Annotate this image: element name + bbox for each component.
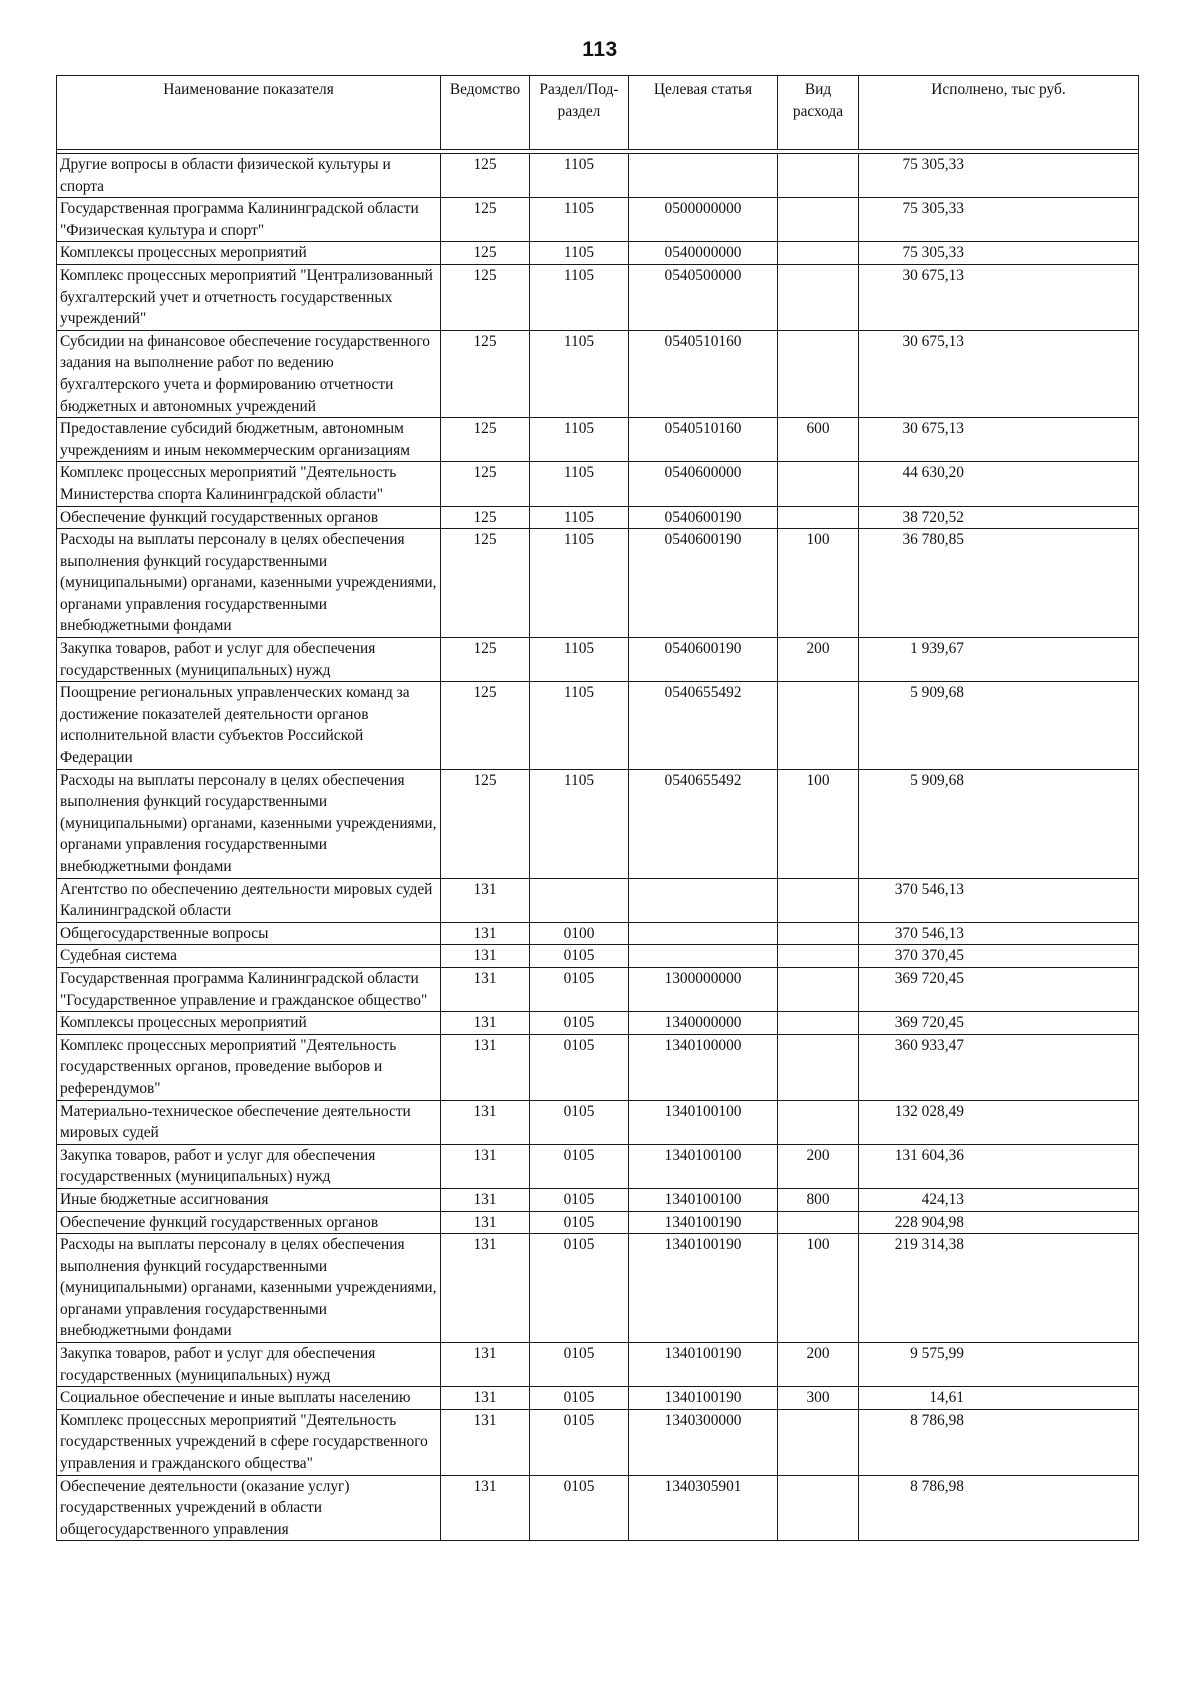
row-name: Комплекс процессных мероприятий "Деятельность государственных органов, проведение выборов и референдумов": [57, 1034, 441, 1100]
row-section: 0105: [530, 1211, 629, 1234]
row-executed: 5 909,68: [859, 682, 1139, 769]
row-section: 1105: [530, 638, 629, 682]
row-kind: [778, 1211, 859, 1234]
row-name: Комплекс процессных мероприятий "Деятельность государственных учреждений в сфере государственного управления и гражданского общества": [57, 1409, 441, 1475]
row-department: 131: [441, 1234, 530, 1343]
row-name: Общегосударственные вопросы: [57, 922, 441, 945]
table-row: [57, 154, 1139, 198]
row-department: 125: [441, 462, 530, 506]
row-name: Агентство по обеспечению деятельности мировых судей Калининградской области: [57, 878, 441, 922]
row-kind: [778, 682, 859, 769]
row-target: 0540000000: [629, 242, 778, 265]
row-section: 0105: [530, 1387, 629, 1410]
row-executed: 36 780,85: [859, 529, 1139, 638]
table-row: [57, 418, 1139, 462]
row-executed: 132 028,49: [859, 1100, 1139, 1144]
row-section: 0105: [530, 1034, 629, 1100]
row-target: 0540510160: [629, 330, 778, 417]
row-target: [629, 878, 778, 922]
row-section: 1105: [530, 198, 629, 242]
table-row: [57, 769, 1139, 878]
row-section: 0105: [530, 1475, 629, 1541]
row-section: 1105: [530, 154, 629, 198]
table-row: [57, 922, 1139, 945]
table-row: [57, 1211, 1139, 1234]
table-row: [57, 967, 1139, 1011]
row-section: 0105: [530, 1409, 629, 1475]
table-row: [57, 878, 1139, 922]
row-kind: [778, 945, 859, 968]
page-number: 113: [582, 38, 618, 61]
row-department: 125: [441, 242, 530, 265]
budget-table: [56, 75, 1139, 1541]
row-department: 125: [441, 418, 530, 462]
row-name: Предоставление субсидий бюджетным, автономным учреждениям и иным некоммерческим организациям: [57, 418, 441, 462]
row-target: [629, 922, 778, 945]
row-section: 0105: [530, 1012, 629, 1035]
row-executed: 75 305,33: [859, 154, 1139, 198]
table-row: [57, 1387, 1139, 1410]
row-section: 0105: [530, 1343, 629, 1387]
row-name: Иные бюджетные ассигнования: [57, 1188, 441, 1211]
row-section: 0105: [530, 1188, 629, 1211]
table-row: [57, 638, 1139, 682]
row-section: 1105: [530, 462, 629, 506]
row-executed: 370 370,45: [859, 945, 1139, 968]
row-department: 131: [441, 1100, 530, 1144]
row-section: 1105: [530, 242, 629, 265]
row-target: 1340100190: [629, 1343, 778, 1387]
row-name: Государственная программа Калининградской области "Физическая культура и спорт": [57, 198, 441, 242]
table-row: [57, 682, 1139, 769]
row-target: 1340100100: [629, 1188, 778, 1211]
row-department: 131: [441, 1409, 530, 1475]
row-target: 1300000000: [629, 967, 778, 1011]
row-kind: [778, 198, 859, 242]
table-row: [57, 529, 1139, 638]
row-kind: 300: [778, 1387, 859, 1410]
table-header: [57, 76, 1139, 154]
row-kind: [778, 967, 859, 1011]
row-executed: 30 675,13: [859, 264, 1139, 330]
header-name: Наименование показателя: [57, 76, 441, 150]
row-department: 131: [441, 1034, 530, 1100]
table-row: [57, 198, 1139, 242]
header-target: Целевая статья: [629, 76, 778, 150]
row-department: 131: [441, 1343, 530, 1387]
row-executed: 369 720,45: [859, 1012, 1139, 1035]
row-target: 1340300000: [629, 1409, 778, 1475]
row-section: 0105: [530, 1100, 629, 1144]
row-executed: 1 939,67: [859, 638, 1139, 682]
row-section: 1105: [530, 264, 629, 330]
row-department: 131: [441, 1012, 530, 1035]
row-department: 125: [441, 682, 530, 769]
row-target: 1340100190: [629, 1211, 778, 1234]
table-row: [57, 1188, 1139, 1211]
row-executed: 360 933,47: [859, 1034, 1139, 1100]
row-department: 131: [441, 1475, 530, 1541]
row-executed: 38 720,52: [859, 506, 1139, 529]
row-name: Закупка товаров, работ и услуг для обеспечения государственных (муниципальных) нужд: [57, 638, 441, 682]
row-kind: 100: [778, 769, 859, 878]
row-section: 0105: [530, 1234, 629, 1343]
table-row: [57, 945, 1139, 968]
row-section: 1105: [530, 506, 629, 529]
row-kind: [778, 1034, 859, 1100]
row-section: 0100: [530, 922, 629, 945]
row-kind: [778, 1475, 859, 1541]
row-name: Комплекс процессных мероприятий "Деятельность Министерства спорта Калининградской области": [57, 462, 441, 506]
row-target: 0540655492: [629, 769, 778, 878]
row-section: 1105: [530, 769, 629, 878]
row-target: 0540510160: [629, 418, 778, 462]
row-kind: 200: [778, 1343, 859, 1387]
row-section: 1105: [530, 418, 629, 462]
row-name: Закупка товаров, работ и услуг для обеспечения государственных (муниципальных) нужд: [57, 1343, 441, 1387]
table-row: [57, 264, 1139, 330]
row-department: 131: [441, 967, 530, 1011]
row-executed: 370 546,13: [859, 878, 1139, 922]
row-target: 1340100190: [629, 1387, 778, 1410]
row-kind: 200: [778, 1144, 859, 1188]
row-kind: [778, 506, 859, 529]
row-executed: 9 575,99: [859, 1343, 1139, 1387]
row-department: 125: [441, 264, 530, 330]
row-name: Комплекс процессных мероприятий "Централизованный бухгалтерский учет и отчетность государственных учреждений": [57, 264, 441, 330]
row-name: Субсидии на финансовое обеспечение государственного задания на выполнение работ по ведению бухгалтерского учета и формированию отчетности бюджетных и автономных учреждений: [57, 330, 441, 417]
row-kind: 600: [778, 418, 859, 462]
row-section: 1105: [530, 529, 629, 638]
table-row: [57, 242, 1139, 265]
row-kind: [778, 462, 859, 506]
row-name: Расходы на выплаты персоналу в целях обеспечения выполнения функций государственными (муниципальными) органами, казенными учреждениями, органами управления государственными внебюджетными фондами: [57, 769, 441, 878]
row-name: Обеспечение функций государственных органов: [57, 1211, 441, 1234]
row-target: 1340100000: [629, 1034, 778, 1100]
row-executed: 5 909,68: [859, 769, 1139, 878]
header-department: Ведомство: [441, 76, 530, 150]
table-row: [57, 330, 1139, 417]
row-department: 131: [441, 1387, 530, 1410]
row-department: 131: [441, 1144, 530, 1188]
table-row: [57, 1144, 1139, 1188]
row-name: Судебная система: [57, 945, 441, 968]
row-executed: 424,13: [859, 1188, 1139, 1211]
row-kind: [778, 878, 859, 922]
table-row: [57, 1100, 1139, 1144]
row-kind: [778, 264, 859, 330]
row-department: 131: [441, 1188, 530, 1211]
table-row: [57, 1475, 1139, 1541]
row-executed: 44 630,20: [859, 462, 1139, 506]
row-kind: [778, 1100, 859, 1144]
row-department: 125: [441, 638, 530, 682]
row-name: Расходы на выплаты персоналу в целях обеспечения выполнения функций государственными (муниципальными) органами, казенными учреждениями, органами управления государственными внебюджетными фондами: [57, 529, 441, 638]
row-name: Поощрение региональных управленческих команд за достижение показателей деятельности органов исполнительной власти субъектов Российской Федерации: [57, 682, 441, 769]
table-row: [57, 1409, 1139, 1475]
row-name: Комплексы процессных мероприятий: [57, 1012, 441, 1035]
row-kind: [778, 330, 859, 417]
row-department: 131: [441, 945, 530, 968]
row-name: Социальное обеспечение и иные выплаты населению: [57, 1387, 441, 1410]
row-target: 0540600000: [629, 462, 778, 506]
row-name: Расходы на выплаты персоналу в целях обеспечения выполнения функций государственными (муниципальными) органами, казенными учреждениями, органами управления государственными внебюджетными фондами: [57, 1234, 441, 1343]
row-executed: 75 305,33: [859, 242, 1139, 265]
table-row: [57, 1343, 1139, 1387]
row-target: [629, 945, 778, 968]
row-executed: 14,61: [859, 1387, 1139, 1410]
row-name: Закупка товаров, работ и услуг для обеспечения государственных (муниципальных) нужд: [57, 1144, 441, 1188]
header-kind: Вид расхода: [778, 76, 859, 150]
row-executed: 75 305,33: [859, 198, 1139, 242]
row-executed: 219 314,38: [859, 1234, 1139, 1343]
table-row: [57, 1234, 1139, 1343]
row-target: 0540600190: [629, 529, 778, 638]
row-kind: [778, 154, 859, 198]
row-kind: [778, 1012, 859, 1035]
row-executed: 370 546,13: [859, 922, 1139, 945]
row-target: 0500000000: [629, 198, 778, 242]
row-name: Обеспечение деятельности (оказание услуг) государственных учреждений в области общегосударственного управления: [57, 1475, 441, 1541]
row-executed: 131 604,36: [859, 1144, 1139, 1188]
row-executed: 228 904,98: [859, 1211, 1139, 1234]
row-executed: 8 786,98: [859, 1475, 1139, 1541]
row-executed: 30 675,13: [859, 418, 1139, 462]
row-name: Обеспечение функций государственных органов: [57, 506, 441, 529]
table-row: [57, 1012, 1139, 1035]
header-section: Раздел/Под-раздел: [530, 76, 629, 150]
table-body: [57, 154, 1139, 1541]
row-section: 0105: [530, 945, 629, 968]
row-name: Государственная программа Калининградской области "Государственное управление и гражданское общество": [57, 967, 441, 1011]
row-department: 131: [441, 878, 530, 922]
row-kind: [778, 242, 859, 265]
table-row: [57, 506, 1139, 529]
header-executed: Исполнено, тыс руб.: [859, 76, 1139, 150]
row-department: 125: [441, 769, 530, 878]
row-target: [629, 154, 778, 198]
row-kind: 800: [778, 1188, 859, 1211]
row-department: 131: [441, 922, 530, 945]
row-target: 0540600190: [629, 506, 778, 529]
row-department: 125: [441, 529, 530, 638]
row-department: 131: [441, 1211, 530, 1234]
row-target: 0540600190: [629, 638, 778, 682]
row-department: 125: [441, 506, 530, 529]
row-section: 1105: [530, 682, 629, 769]
row-department: 125: [441, 330, 530, 417]
row-department: 125: [441, 154, 530, 198]
row-target: 1340100100: [629, 1100, 778, 1144]
row-target: 0540500000: [629, 264, 778, 330]
row-section: 0105: [530, 967, 629, 1011]
row-executed: 369 720,45: [859, 967, 1139, 1011]
row-executed: 30 675,13: [859, 330, 1139, 417]
row-target: 1340000000: [629, 1012, 778, 1035]
row-target: 1340305901: [629, 1475, 778, 1541]
row-section: [530, 878, 629, 922]
row-kind: [778, 1409, 859, 1475]
row-section: 1105: [530, 330, 629, 417]
row-name: Другие вопросы в области физической культуры и спорта: [57, 154, 441, 198]
row-name: Комплексы процессных мероприятий: [57, 242, 441, 265]
table-row: [57, 1034, 1139, 1100]
row-name: Материально-техническое обеспечение деятельности мировых судей: [57, 1100, 441, 1144]
row-kind: 200: [778, 638, 859, 682]
row-kind: 100: [778, 1234, 859, 1343]
row-target: 0540655492: [629, 682, 778, 769]
row-section: 0105: [530, 1144, 629, 1188]
row-executed: 8 786,98: [859, 1409, 1139, 1475]
row-kind: [778, 922, 859, 945]
row-department: 125: [441, 198, 530, 242]
row-target: 1340100100: [629, 1144, 778, 1188]
row-kind: 100: [778, 529, 859, 638]
row-target: 1340100190: [629, 1234, 778, 1343]
table-row: [57, 462, 1139, 506]
